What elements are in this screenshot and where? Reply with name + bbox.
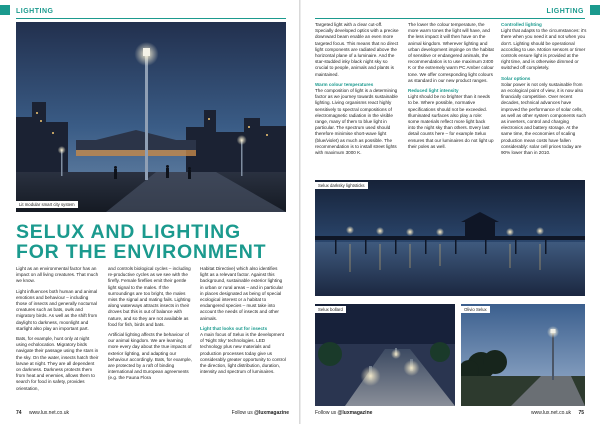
left-column-3: [200, 266, 286, 379]
section-label-left: LIGHTING: [16, 8, 54, 15]
photo-caption: Lit modular smart city system: [16, 201, 78, 208]
olivio-photo: [461, 304, 585, 406]
paragraph: Light as an environmental factor has an impact on all living creatures. That much we know.: [16, 266, 99, 284]
subheading: Controlled lighting: [501, 22, 542, 27]
olivio-illustration: [461, 304, 585, 406]
paragraph: Artificial lighting affects the behaviour of our animal kingdom. We are learning more every day about the true impacts of exterior lighting, and adapting our behaviour accordingly. Bats, for example, are protected by a raft of binding international and European agreements (e.g. the Fauna Flora: [108, 332, 192, 381]
footer-social-left: [232, 410, 289, 416]
bollard-illustration: [315, 304, 455, 406]
left-column-2: [108, 266, 192, 386]
paragraph: A main focus of Selux is the development of 'Night Sky' technologies. LED technology plus new materials and production processes today give us considerably greater opportunity to control the direction, light distribution, duration, intensity and spectrum of luminaires.: [200, 332, 286, 375]
footer-left: [16, 410, 69, 416]
paragraph: and controls biological cycles – including re-productive cycles as we see with the firefly. Female fireflies emit their gentle light signal to the males. If the surroundings are too bright, the males miss the signal and mating fails. Lighting along waterways attracts insects in their droves but this is out of balance with nature, and so they are not available as food for fish, birds and bats.: [108, 266, 191, 327]
footer-social-right: [315, 410, 372, 416]
section-label-right: LIGHTING: [546, 8, 584, 15]
paragraph: Habitat Directive) which also identifies light as a relevant factor. Against this background, sustainable exterior lighting in urban or rural areas – and in particular in places designated as being of special ecological interest or a habitat to endangered species – must take into account the needs of insects and other animals.: [200, 266, 283, 321]
city-night-photo: [16, 22, 286, 212]
paragraph: The lower the colour temperature, the more warm tones the light will have, and the less impact it will then have on the animal kingdom. Wherever lighting and urban development impinge on the habitat of sensitive or endangered animals, the recommendation is to use maximum 2400 K or the extremely warm PC Amber colour tone. We offer corresponding light colours as standard in our new product ranges.: [408, 22, 494, 83]
footer-website[interactable]: www.lux.net.co.uk: [531, 410, 572, 416]
pier-illustration: [315, 180, 585, 296]
footer-follow-label: Follow us: [315, 410, 338, 416]
right-column-1: [315, 22, 401, 160]
footer-follow-label: Follow us: [231, 410, 255, 416]
right-page: [301, 0, 600, 424]
paragraph: Targeted light with a clear cut-off. Specially developed optics with a precise downward beam enable an even more targeted focus. This means that no direct light components are radiated above the horizontal plane of a luminaire. And the star-studded inky black night sky so crucial to people, animals and plants is maintained.: [315, 22, 399, 77]
subheading: Light that looks out for insects: [200, 325, 268, 331]
header-rule: [315, 18, 585, 19]
footer-social-handle[interactable]: @luxmagazine: [254, 410, 289, 416]
section-tab-marker: [590, 5, 600, 15]
header-rule: [16, 18, 286, 19]
footer-social-handle[interactable]: @luxmagazine: [337, 410, 373, 416]
photo-caption: Selux bollard: [315, 306, 346, 313]
footer-website[interactable]: www.lux.net.co.uk: [28, 410, 69, 416]
headline-line-2: FOR THE ENVIRONMENT: [16, 241, 267, 263]
subheading: Reduced light intensity: [408, 88, 459, 94]
left-page: [0, 0, 299, 424]
pier-night-photo: [315, 180, 585, 296]
subheading: Solar options: [501, 75, 531, 81]
bollard-photo: [315, 304, 455, 406]
paragraph: Bats, for example, hunt only at night using echolocation. Migratory birds navigate their passage using the stars in the sky. On the water, insects hatch their larvae at night. They are all dependent on darkness. Darkness protects them from heat and enemies, allows them to search for food in safety, provides orientation,: [16, 336, 99, 391]
paragraph: Light influences both human and animal emotions and behaviour – including those of insects and generally nocturnal creatures such as bats, owls and migratory birds. As well as the shift from daylight to darkness, moonlight and starlight also play an important part.: [16, 288, 98, 331]
headline-line-1: SELUX AND LIGHTING: [16, 221, 241, 243]
paragraph: Solar power is not only sustainable from an ecological point of view, it is now also financially competitive. Over recent decades, technical advances have improved the performance of solar cells, as well as other system components such as inverters, control and charging electronics and battery storage. At the same time, the economies of scaling production mean costs have fallen considerably: solar cell prices today are 90% lower than in 2010.: [501, 81, 587, 156]
page-number: 74: [16, 410, 22, 416]
photo-caption: Olivio Selux: [461, 306, 490, 313]
paragraph: Light that adapts to the circumstances: it's there when you need it and not when you don't. Lighting should be operational according to use. Motion sensors or timer controls ensure light is provided at the right time, and is otherwise dimmed or switched off completely.: [501, 28, 587, 71]
section-tab-marker: [0, 5, 10, 15]
right-column-3: [501, 22, 587, 160]
right-column-2: [408, 22, 494, 154]
page-number: 75: [578, 410, 584, 416]
paragraph: The composition of light is a determining factor as we journey towards sustainable lighting. Living organisms react highly sensitively to spectral compositions of electromagnetic radiation in the visible range, many of them to blue light in particular. The spectrum used should therefore minimise short-wave light (blue/violet) as much as possible. The recommendation is to install street lights with maximum 3000 K.: [315, 88, 398, 156]
paragraph: Light should be no brighter than it needs to be. Where possible, normative specifications should not be exceeded. Illuminated surfaces also play a role: some materials reflect more light back into the night sky than others. Every last detail counts here – for example Selux ensures that our luminaires do not light up their poles as well.: [408, 94, 494, 149]
article-headline: [16, 222, 286, 262]
footer-right: [531, 410, 584, 416]
city-night-illustration: [16, 22, 286, 212]
photo-caption: Selux darksky lightsticks: [315, 182, 368, 189]
left-column-1: [16, 266, 100, 396]
subheading: Warm colour temperatures: [315, 81, 374, 87]
